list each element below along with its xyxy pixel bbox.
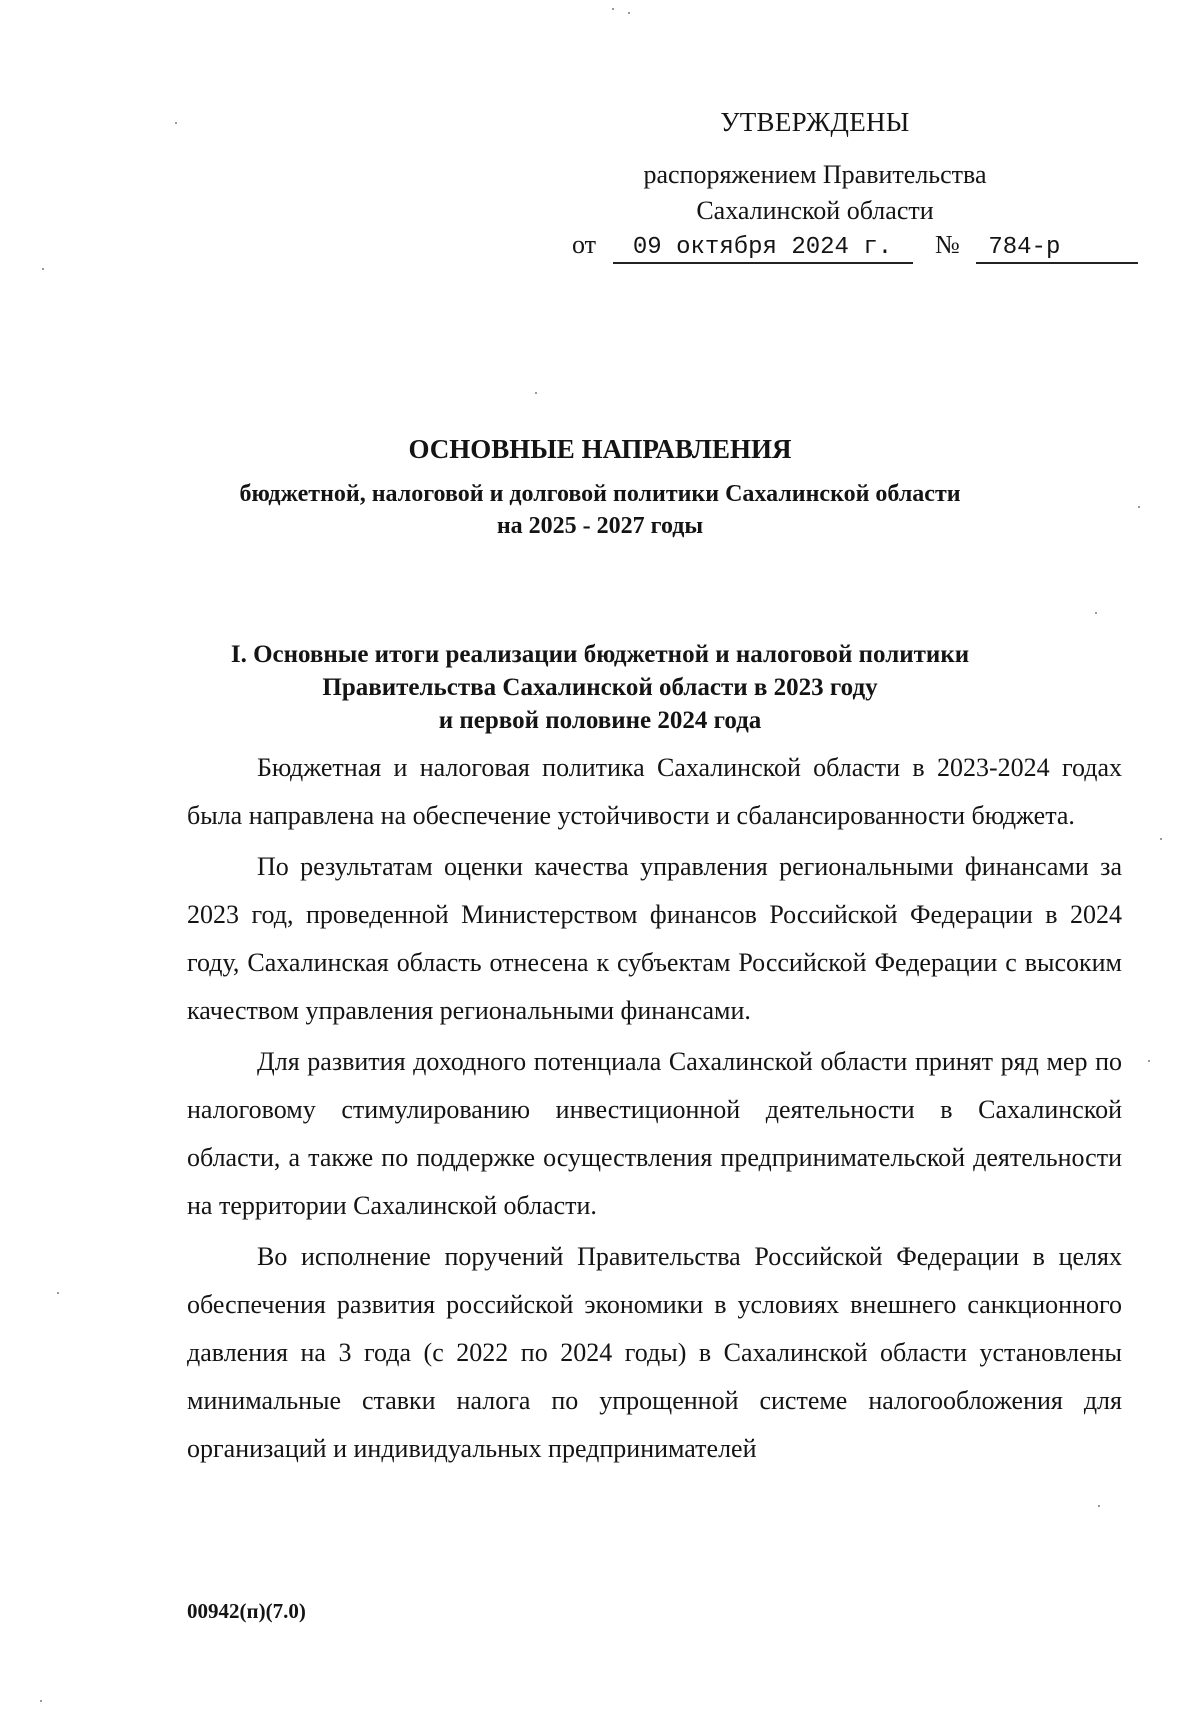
scan-speck [40,1700,42,1702]
scan-speck [1148,1060,1150,1062]
approval-date: 09 октября 2024 г. [613,234,913,264]
date-prefix: от [572,230,597,259]
document-subtitle [200,478,1000,542]
paragraph: Во исполнение поручений Правительства Российской Федерации в целях обеспечения развития российской экономики в условиях внешнего санкционного давления на 3 года (с 2022 по 2024 годы) в Сахалинской области установлены минимальные ставки налога по упрощенной системе налогообложения для организаций и индивидуальных предпринимателей [187,1242,1122,1463]
section-heading [200,638,1000,737]
document-subtitle-line1: бюджетной, налоговой и долговой политики Сахалинской области [239,481,961,507]
section-heading-line1: I. Основные итоги реализации бюджетной и налоговой политики [230,641,970,668]
approval-issuer-line2: Сахалинской области [696,196,934,225]
body-text [187,744,1122,1473]
paragraph: Бюджетная и налоговая политика Сахалинской области в 2023-2024 годах была направлена на обеспечение устойчивости и сбалансированности бюджета. [187,753,1122,830]
approval-issuer-line1: распоряжением Правительства [643,160,987,189]
scan-speck [628,12,630,14]
document-title: ОСНОВНЫЕ НАПРАВЛЕНИЯ [408,434,792,464]
scan-speck [612,8,614,10]
approval-date-line [572,224,1132,265]
scan-speck [1138,506,1140,508]
document-subtitle-line2: на 2025 - 2027 годы [496,513,704,539]
section-heading-line2: Правительства Сахалинской области в 2023 году [322,674,878,701]
scan-speck [1095,612,1097,614]
scan-speck [42,268,44,270]
approval-title: УТВЕРЖДЕНЫ [720,107,910,137]
scan-speck [57,1292,59,1294]
document-code: 00942(п)(7.0) [187,1599,306,1623]
scan-speck [175,122,177,124]
scan-speck [1098,1505,1100,1507]
paragraph: По результатам оценки качества управления региональными финансами за 2023 год, проведенной Министерством финансов Российской Федерации в 2024 году, Сахалинская область отнесена к субъектам Российской Федерации с высоким качеством управления региональными финансами. [187,852,1122,1025]
approval-number: 784-р [976,234,1138,264]
paragraph: Для развития доходного потенциала Сахалинской области принят ряд мер по налоговому стимулированию инвестиционной деятельности в Сахалинской области, а также по поддержке осуществления предпринимательской деятельности на территории Сахалинской области. [187,1047,1122,1220]
section-heading-line3: и первой половине 2024 года [438,707,762,734]
scan-speck [1160,838,1162,840]
scan-speck [535,392,537,394]
number-prefix: № [935,230,960,259]
